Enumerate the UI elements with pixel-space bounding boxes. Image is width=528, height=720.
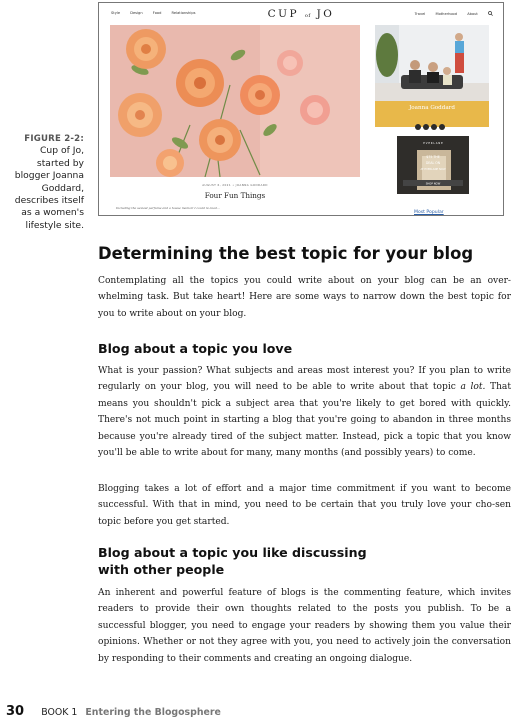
book-title: Entering the Blogosphere (85, 707, 221, 718)
most-popular-link[interactable]: Most Popular (414, 210, 444, 215)
paragraph-passion-end: That means you shouldn't pick a subject area that you're likely to get bored with quickly. There's not much point in starting a blog that you're going to abandon in three months because you're already tired of the subject matter. Instead, pick a topic that you know you'll be able to write about for many, many months (and possibly years) to come. (98, 382, 512, 459)
emphasis-a-lot: a lot. (460, 382, 486, 393)
figure-caption (6, 133, 84, 232)
ad-button: SHOP NOW (425, 182, 441, 186)
page-footer (6, 700, 221, 719)
nav-link-design[interactable]: Design (130, 11, 143, 15)
profile-name-banner (375, 101, 489, 127)
nav-link-about[interactable]: About (467, 11, 478, 16)
search-icon[interactable] (488, 11, 493, 16)
ad-banner[interactable] (397, 136, 469, 194)
intro-paragraph: Contemplating all the topics you could write about on your blog can be an over-whelming task. But take heart! Here are some ways to narrow down the best topic for you to write about on your blog. (98, 276, 511, 319)
nav-link-food[interactable]: Food (152, 11, 162, 15)
nav-link-style[interactable]: Style (111, 11, 121, 15)
nav-link-travel[interactable]: Travel (414, 11, 426, 16)
ad-line-1: $75 THE (426, 155, 440, 159)
post-title[interactable]: Four Fun Things (204, 191, 266, 200)
subheading-topic-you-love: Blog about a topic you love (98, 341, 293, 356)
instagram-icon[interactable] (415, 124, 421, 130)
logo-jo: JO (316, 8, 335, 20)
family-photo-illustration (375, 25, 489, 101)
profile-name[interactable]: Joanna Goddard (409, 105, 455, 111)
website-screenshot (98, 2, 504, 216)
post-meta: AUGUST 6, 2021 • JOANNA GODDARD (202, 183, 268, 187)
figure-caption-text: Cup of Jo, started by blogger Joanna Goddard, describes itself as a women's lifestyle site. (14, 145, 84, 231)
logo-cup: CUP (267, 8, 300, 20)
twitter-icon[interactable] (431, 124, 437, 130)
paragraph-passion-start: What is your passion? What subjects and areas most interest you? If you plan to write regularly on your blog, you will need to be able to write about that topic (98, 366, 511, 393)
social-icons (415, 115, 447, 134)
pinterest-icon[interactable] (439, 124, 445, 130)
page-number: 30 (6, 704, 25, 719)
section-heading: Determining the best topic for your blog (98, 244, 474, 263)
figure-label: FIGURE 2-2: (24, 134, 84, 144)
profile-photo (375, 25, 489, 101)
roses-illustration (110, 25, 360, 177)
nav-link-motherhood[interactable]: Motherhood (435, 11, 458, 16)
subheading-discussing-line2: with other people (98, 561, 225, 577)
paragraph-passion (98, 363, 511, 461)
nav-link-relationships[interactable]: Relationships (171, 11, 196, 15)
subheading-discussing-line1: Blog about a topic you like discussing (98, 545, 367, 560)
hero-image[interactable] (110, 25, 360, 177)
ad-illustration (397, 136, 469, 194)
ad-line-3: AT EVERLANE NOW (420, 168, 446, 171)
post-excerpt: Including the sexiest perfume and a house memoir I could re-read... (116, 206, 220, 210)
subheading-discussing (98, 545, 518, 578)
facebook-icon[interactable] (423, 124, 429, 130)
logo-of: of (304, 13, 311, 19)
ad-line-2: DEAL ON (425, 161, 441, 165)
site-nav-right (415, 11, 493, 16)
ad-brand: E V E R L A N E (423, 142, 443, 145)
book-label: BOOK 1 (41, 707, 78, 718)
paragraph-commenting: An inherent and powerful feature of blogs is the commenting feature, which invites readers to provide their own thoughts related to the posts you publish. To be a successful blogger, you need to engage your readers by showing them you value their opinions. Whether or not they agree with you, you need to actively join the conversation by responding to their comments and creating an ongoing dialogue. (98, 588, 511, 664)
paragraph-commitment: Blogging takes a lot of effort and a major time commitment if you want to become successful. With that in mind, you need to be certain that you truly love your cho-sen topic before you get started. (98, 484, 511, 527)
